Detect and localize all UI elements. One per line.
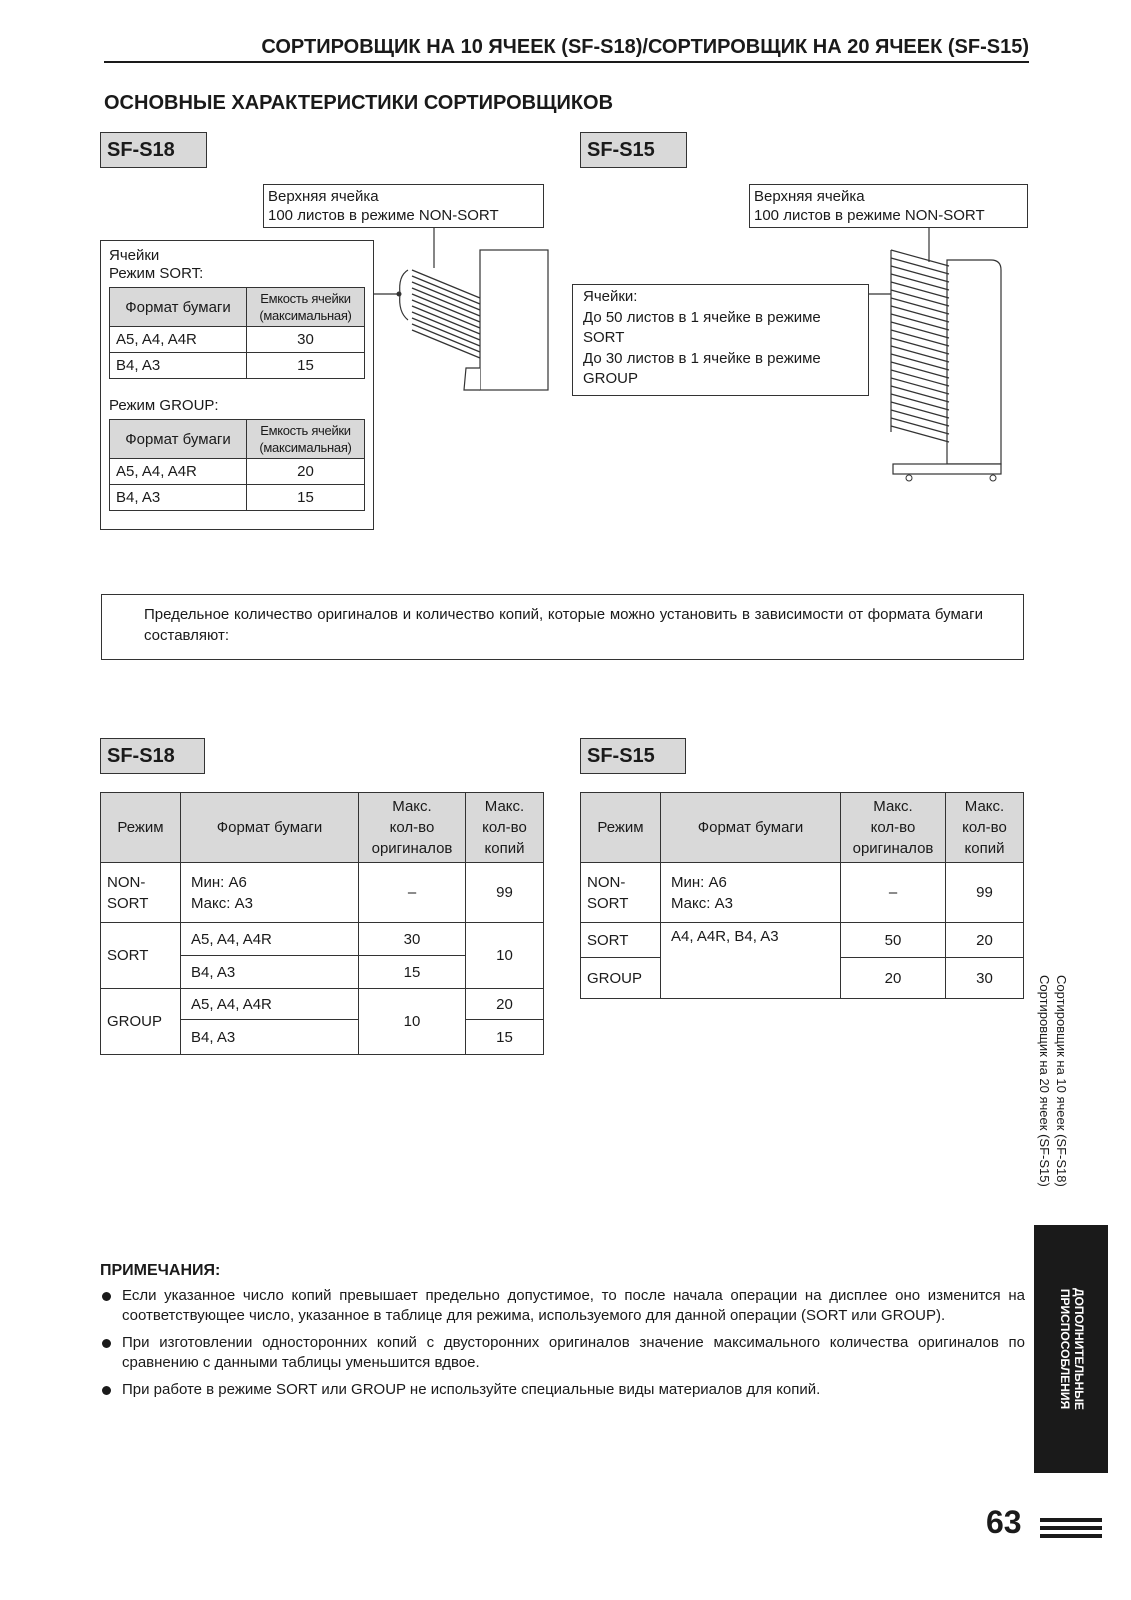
page-number-decoration bbox=[1040, 1518, 1102, 1542]
cell-format: B4, A3 bbox=[110, 485, 247, 511]
sf-s15-bins-line: GROUP bbox=[583, 370, 639, 387]
header-line: кол-во bbox=[389, 819, 435, 836]
header-line: оригиналов bbox=[371, 840, 453, 857]
cell-copies: 15 bbox=[466, 1020, 544, 1055]
table-row bbox=[110, 353, 365, 379]
limit-note-box bbox=[101, 594, 1024, 660]
cell-copies: 99 bbox=[946, 863, 1024, 923]
page-number: 63 bbox=[986, 1504, 1022, 1540]
sf-s18-top-bin-callout bbox=[263, 184, 544, 228]
cell-capacity: 30 bbox=[247, 327, 365, 353]
cell-originals: – bbox=[359, 863, 466, 923]
table-row bbox=[110, 485, 365, 511]
sf-s15-top-bin-line1: Верхняя ячейка bbox=[754, 188, 865, 205]
limit-s15-table bbox=[580, 792, 1024, 999]
capacity-header-line1: Емкость ячейки bbox=[260, 291, 351, 306]
limit-s18-table bbox=[100, 792, 544, 1055]
format-line: Мин: A6 bbox=[191, 873, 247, 891]
table-row bbox=[101, 923, 544, 956]
col-mode: Режим bbox=[101, 793, 181, 863]
limit-note-text: Предельное количество оригиналов и количество копий, которые можно установить в зависимости от формата бумаги составляют: bbox=[144, 606, 983, 644]
sf-s15-sorter-illustration bbox=[869, 228, 1009, 484]
cell-mode: GROUP bbox=[101, 989, 181, 1055]
format-line: Макс: A3 bbox=[191, 894, 253, 912]
sf-s18-group-col-capacity bbox=[247, 420, 365, 459]
header-line: кол-во bbox=[962, 819, 1007, 836]
capacity-header-line1: Емкость ячейки bbox=[260, 423, 351, 438]
col-max-copies bbox=[946, 793, 1024, 863]
cell-copies: 20 bbox=[466, 989, 544, 1020]
cell-format: B4, A3 bbox=[181, 956, 359, 989]
col-format: Формат бумаги bbox=[661, 793, 841, 863]
list-item bbox=[100, 1333, 1025, 1373]
sf-s18-sort-col-capacity bbox=[247, 288, 365, 327]
table-row bbox=[110, 459, 365, 485]
sf-s18-bins-box bbox=[100, 240, 374, 530]
cell-originals: 10 bbox=[359, 989, 466, 1055]
format-line: Мин: A6 bbox=[671, 873, 727, 891]
col-max-copies bbox=[466, 793, 544, 863]
table-row bbox=[110, 327, 365, 353]
section-title: ОСНОВНЫЕ ХАРАКТЕРИСТИКИ СОРТИРОВЩИКОВ bbox=[104, 92, 614, 114]
side-label-line: Сортировщик на 20 ячеек (SF-S15) bbox=[1037, 975, 1052, 1187]
table-row bbox=[581, 923, 1024, 958]
col-max-originals bbox=[359, 793, 466, 863]
side-label-line: Сортировщик на 10 ячеек (SF-S18) bbox=[1054, 975, 1069, 1187]
header-line: копий bbox=[484, 840, 525, 857]
cell-copies: 20 bbox=[946, 923, 1024, 958]
cell-mode: GROUP bbox=[581, 958, 661, 999]
page-header-title: СОРТИРОВЩИК НА 10 ЯЧЕЕК (SF-S18)/СОРТИРОВЩИК НА 20 ЯЧЕЕК (SF-S15) bbox=[261, 36, 1029, 58]
table-row bbox=[101, 989, 544, 1020]
list-item bbox=[100, 1380, 1025, 1400]
bullet-icon bbox=[102, 1339, 111, 1348]
note-text: При изготовлении односторонних копий с двусторонних оригиналов значение максимального количества оригиналов по сравнению с данными таблицы уменьшится вдвое. bbox=[122, 1334, 1025, 1371]
table-row bbox=[581, 863, 1024, 923]
cell-originals: 15 bbox=[359, 956, 466, 989]
chapter-tab bbox=[1034, 1225, 1108, 1473]
header-line: кол-во bbox=[870, 819, 916, 836]
cell-format bbox=[181, 863, 359, 923]
sf-s18-top-bin-line2: 100 листов в режиме NON-SORT bbox=[268, 207, 499, 224]
sf-s18-tag: SF-S18 bbox=[100, 132, 207, 168]
cell-capacity: 20 bbox=[247, 459, 365, 485]
sf-s15-top-bin-line2: 100 листов в режиме NON-SORT bbox=[754, 207, 985, 224]
sf-s18-sort-col-format: Формат бумаги bbox=[110, 288, 247, 327]
sf-s18-group-label: Режим GROUP: bbox=[109, 397, 219, 414]
col-max-originals bbox=[841, 793, 946, 863]
cell-capacity: 15 bbox=[247, 353, 365, 379]
cell-copies: 99 bbox=[466, 863, 544, 923]
sf-s15-bins-line: До 30 листов в 1 ячейке в режиме bbox=[583, 349, 821, 367]
header-line: Макс. bbox=[964, 798, 1005, 815]
header-line: кол-во bbox=[482, 819, 527, 836]
cell-format: A5, A4, A4R bbox=[110, 327, 247, 353]
table-row bbox=[101, 863, 544, 923]
side-section-label bbox=[1030, 975, 1070, 1215]
cell-originals: 20 bbox=[841, 958, 946, 999]
cell-mode: NON-SORT bbox=[101, 863, 181, 923]
col-mode: Режим bbox=[581, 793, 661, 863]
note-text: Если указанное число копий превышает предельно допустимое, то после начала операции на дисплее оно изменится на соответствующее число, указанное в таблице для режима, используемого для данной операции (SORT или GROUP). bbox=[122, 1287, 1025, 1324]
sf-s18-sort-label: Режим SORT: bbox=[109, 265, 204, 282]
cell-format: A4, A4R, B4, A3 bbox=[661, 923, 841, 999]
bullet-icon bbox=[102, 1386, 111, 1395]
cell-originals: 30 bbox=[359, 923, 466, 956]
limit-s15-tag: SF-S15 bbox=[580, 738, 686, 774]
sf-s15-tag: SF-S15 bbox=[580, 132, 687, 168]
header-line: Макс. bbox=[873, 798, 913, 815]
chapter-tab-line: ДОПОЛНИТЕЛЬНЫЕ bbox=[1072, 1287, 1086, 1411]
bullet-icon bbox=[102, 1292, 111, 1301]
sf-s18-top-bin-line1: Верхняя ячейка bbox=[268, 188, 379, 205]
cell-mode: NON-SORT bbox=[581, 863, 661, 923]
sf-s18-group-col-format: Формат бумаги bbox=[110, 420, 247, 459]
cell-originals: – bbox=[841, 863, 946, 923]
cell-format: A5, A4, A4R bbox=[110, 459, 247, 485]
header-line: Макс. bbox=[392, 798, 432, 815]
sf-s18-sort-table bbox=[109, 287, 365, 379]
sf-s18-sorter-illustration bbox=[374, 228, 554, 394]
cell-copies: 10 bbox=[466, 923, 544, 989]
notes-list bbox=[100, 1286, 1025, 1407]
chapter-tab-line: ПРИСПОСОБЛЕНИЯ bbox=[1058, 1288, 1072, 1410]
header-line: оригиналов bbox=[852, 840, 934, 857]
sf-s18-bins-label: Ячейки bbox=[109, 247, 160, 264]
sf-s15-bins-line: SORT bbox=[583, 329, 625, 346]
cell-copies: 30 bbox=[946, 958, 1024, 999]
cell-format: A5, A4, A4R bbox=[181, 923, 359, 956]
format-line: Макс: A3 bbox=[671, 894, 733, 912]
sf-s15-top-bin-callout bbox=[749, 184, 1028, 228]
cell-format bbox=[661, 863, 841, 923]
notes-title: ПРИМЕЧАНИЯ: bbox=[100, 1262, 221, 1279]
cell-mode: SORT bbox=[581, 923, 661, 958]
sf-s15-bins-line: До 50 листов в 1 ячейке в режиме bbox=[583, 308, 821, 326]
capacity-header-line2: (максимальная) bbox=[259, 308, 352, 323]
sf-s15-bins-callout bbox=[572, 284, 869, 396]
list-item bbox=[100, 1286, 1025, 1326]
cell-capacity: 15 bbox=[247, 485, 365, 511]
sf-s18-group-table bbox=[109, 419, 365, 511]
note-text: При работе в режиме SORT или GROUP не используйте специальные виды материалов для копий. bbox=[122, 1381, 821, 1398]
capacity-header-line2: (максимальная) bbox=[259, 440, 352, 455]
page-header bbox=[104, 36, 1029, 63]
limit-s18-tag: SF-S18 bbox=[100, 738, 205, 774]
cell-originals: 50 bbox=[841, 923, 946, 958]
cell-format: B4, A3 bbox=[110, 353, 247, 379]
header-line: Макс. bbox=[484, 798, 525, 815]
cell-format: B4, A3 bbox=[181, 1020, 359, 1055]
sf-s15-bins-line: Ячейки: bbox=[583, 288, 638, 305]
cell-format: A5, A4, A4R bbox=[181, 989, 359, 1020]
header-line: копий bbox=[964, 840, 1005, 857]
col-format: Формат бумаги bbox=[181, 793, 359, 863]
cell-mode: SORT bbox=[101, 923, 181, 989]
